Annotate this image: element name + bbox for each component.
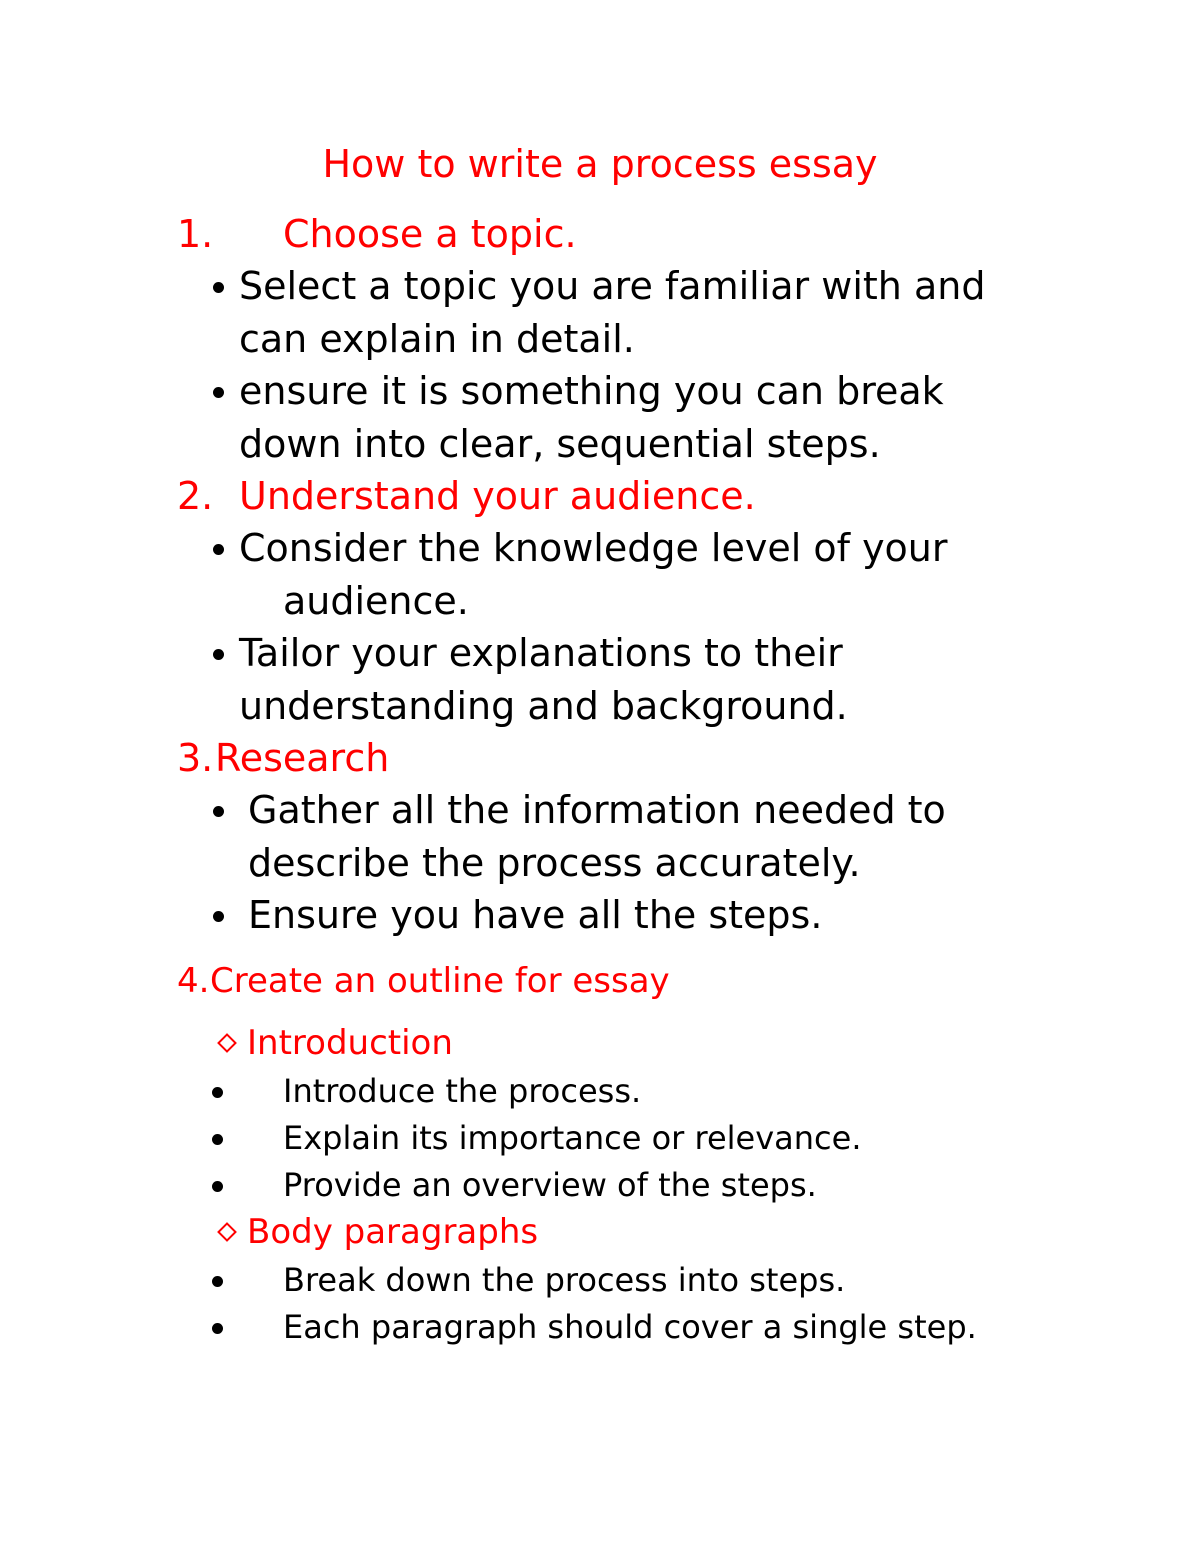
section-2-bullet-2-line-2: understanding and background. [239,684,848,728]
bullet-icon [212,1276,223,1287]
section-3-heading: Research [215,736,390,780]
introduction-bullet-1: Introduce the process. [283,1072,642,1110]
bullet-icon [213,544,224,555]
section-3-number: 3. [177,736,214,780]
subsection-introduction-label: Introduction [247,1023,453,1063]
section-1-bullet-2-line-1: ensure it is something you can break [239,369,944,413]
bullet-icon [212,1181,223,1192]
bullet-icon [212,1087,223,1098]
section-2-bullet-1-line-1: Consider the knowledge level of your [239,526,948,570]
bullet-icon [213,387,224,398]
section-3-bullet-2-line-1: Ensure you have all the steps. [248,893,823,937]
section-2-bullet-2-line-1: Tailor your explanations to their [239,631,843,675]
bullet-icon [213,806,224,817]
bullet-icon [212,1323,223,1334]
section-1-heading: Choose a topic. [283,212,577,256]
introduction-bullet-3: Provide an overview of the steps. [283,1166,817,1204]
section-4-heading: Create an outline for essay [210,961,670,1001]
section-1-bullet-1-line-1: Select a topic you are familiar with and [239,264,986,308]
section-2-heading: Understand your audience. [239,474,756,518]
introduction-bullet-2: Explain its importance or relevance. [283,1119,862,1157]
section-1-number: 1. [177,212,214,256]
bullet-icon [213,649,224,660]
section-1-bullet-1-line-2: can explain in detail. [239,317,635,361]
section-3-bullet-1-line-1: Gather all the information needed to [248,788,946,832]
bullet-icon [213,282,224,293]
body-paragraphs-bullet-2: Each paragraph should cover a single step. [283,1308,977,1346]
section-2-number: 2. [177,474,214,518]
body-paragraphs-bullet-1: Break down the process into steps. [283,1261,846,1299]
diamond-bullet-icon [217,1222,237,1242]
diamond-bullet-icon [217,1033,237,1053]
section-1-bullet-2-line-2: down into clear, sequential steps. [239,422,881,466]
bullet-icon [213,911,224,922]
section-4-number: 4. [177,961,210,1001]
section-2-bullet-1-line-2: audience. [283,579,469,623]
section-3-bullet-1-line-2: describe the process accurately. [248,841,861,885]
bullet-icon [212,1134,223,1145]
subsection-body-paragraphs-label: Body paragraphs [247,1212,539,1252]
page-title: How to write a process essay [322,142,878,186]
